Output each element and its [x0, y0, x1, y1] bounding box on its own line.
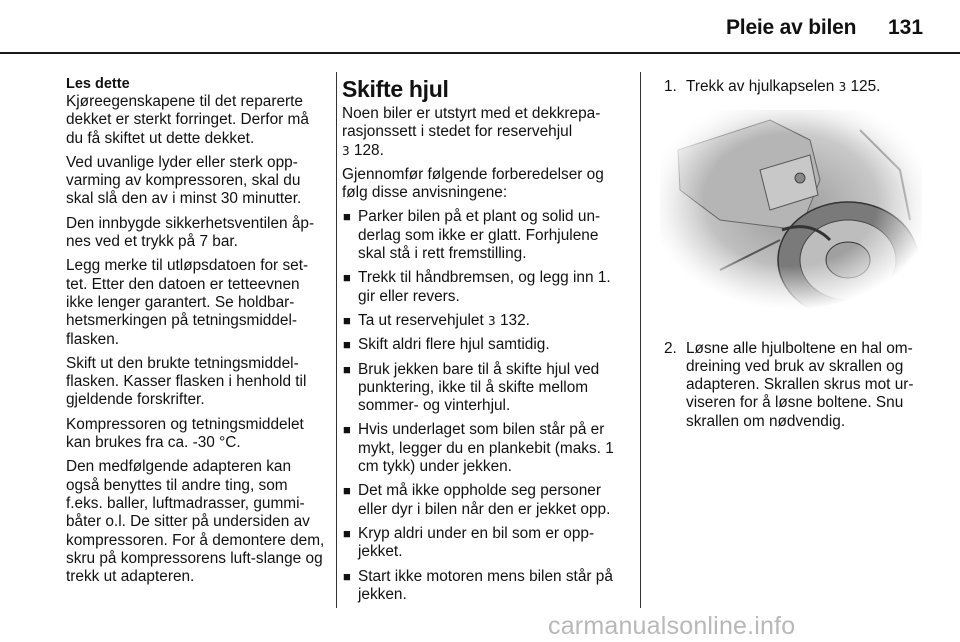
step-item: 2. Løsne alle hjulboltene en hal om-dreining ved bruk av skrallen og adapteren. Skrallen skrus mot ur-viseren for å løsne boltene. Snu skrallen om nødvendig. — [664, 339, 914, 430]
step-number: 2. — [664, 339, 677, 357]
square-bullet-icon: ■ — [343, 312, 351, 328]
step-list — [664, 78, 924, 96]
step-ref[interactable]: 125. — [850, 78, 881, 95]
square-bullet-icon: ■ — [343, 422, 351, 438]
square-bullet-icon: ■ — [343, 361, 351, 377]
watermark: carmanualsonline.info — [548, 612, 796, 640]
list-item: ■ Start ikke motoren mens bilen står på jekken. — [343, 567, 613, 603]
square-bullet-icon: ■ — [343, 337, 351, 353]
left-column — [66, 76, 328, 592]
square-bullet-icon: ■ — [343, 270, 351, 286]
page-number: 131 — [888, 16, 924, 39]
step-list — [664, 340, 924, 431]
page-ref-icon: 3 — [838, 80, 847, 94]
header-divider — [0, 52, 960, 54]
list-item: ■ Skift aldri flere hjul samtidig. — [343, 336, 550, 354]
page-title: Pleie av bilen — [726, 16, 857, 39]
intro-text: Noen biler er utstyrt med et dekkrepa-rasjonssett i stedet for reservehjul — [342, 105, 601, 141]
instruction-list — [342, 208, 626, 604]
paragraph: Kjøreegenskapene til det reparerte dekket er sterkt forringet. Derfor må du få skiftet ut dette dekket. — [66, 93, 309, 147]
wheel-cover-illustration — [660, 110, 922, 310]
paragraph: Den medfølgende adapteren kan også benyttes til andre ting, som f.eks. baller, luftmadrasser, gummi-båter o.l. De sitter på undersiden av kompressoren. For å demontere dem, skru på kompressorens luft-slange og trekk ut adapteren. — [66, 458, 325, 586]
list-item: ■ Trekk til håndbremsen, og legg inn 1. gir eller revers. — [343, 269, 611, 305]
bullet-ref[interactable]: 132. — [499, 311, 530, 329]
paragraph: Legg merke til utløpsdatoen for set-tet. Etter den datoen er tetteevnen ikke lenger garantert. Se holdbar-hetsmerkingen på tetningsmiddel-flasken. — [66, 257, 309, 348]
list-item: ■ Kryp aldri under en bil som er opp-jekket. — [343, 524, 595, 561]
list-item: ■ Parker bilen på et plant og solid un-derlag som ikke er glatt. Forhjulene skal stå i rett fremstilling. — [343, 208, 601, 263]
list-item: ■ Bruk jekken bare til å skifte hjul ved punktering, ikke til å skifte mellom sommer- og vinterhjul. — [343, 360, 600, 415]
right-column — [664, 78, 924, 437]
square-bullet-icon: ■ — [343, 525, 351, 541]
section-heading: Skifte hjul — [342, 76, 449, 102]
middle-column — [342, 76, 626, 610]
square-bullet-icon: ■ — [343, 568, 351, 584]
step-number: 1. — [664, 78, 677, 95]
paragraph: Ved uvanlige lyder eller sterk opp-varming av kompressoren, skal du skal slå den av i minst 30 minutter. — [66, 153, 302, 208]
prep-paragraph: Gjennomfør følgende forberedelser og følg disse anvisningene: — [342, 165, 604, 202]
column-divider-right — [640, 72, 641, 608]
page-ref-icon: 3 — [488, 313, 496, 328]
paragraph: Skift ut den brukte tetningsmiddel-flasken. Kasser flasken i henhold til gjeldende forskrifter. — [66, 354, 307, 409]
square-bullet-icon: ■ — [343, 483, 351, 499]
intro-paragraph — [342, 105, 626, 160]
column-divider-left — [336, 72, 337, 608]
paragraph: Den innbygde sikkerhetsventilen åp-nes ved et trykk på 7 bar. — [66, 214, 315, 251]
intro-ref[interactable]: 128. — [353, 141, 384, 159]
list-item: ■ Det må ikke oppholde seg personer eller dyr i bilen når den er jekket opp. — [343, 482, 611, 518]
list-item: ■ Hvis underlaget som bilen står på er mykt, legger du en plankebit (maks. 1 cm tykk) under jekken. — [343, 421, 614, 476]
note-heading: Les dette — [66, 76, 130, 92]
page-ref-icon: 3 — [342, 143, 350, 158]
step-item: 1. Trekk av hjulkapselen 3 125. — [664, 78, 881, 95]
paragraph: Kompressoren og tetningsmiddelet kan brukes fra ca. -30 °C. — [66, 415, 304, 452]
square-bullet-icon: ■ — [343, 209, 351, 225]
list-item: ■ Ta ut reservehjulet 3 132. — [343, 311, 530, 329]
